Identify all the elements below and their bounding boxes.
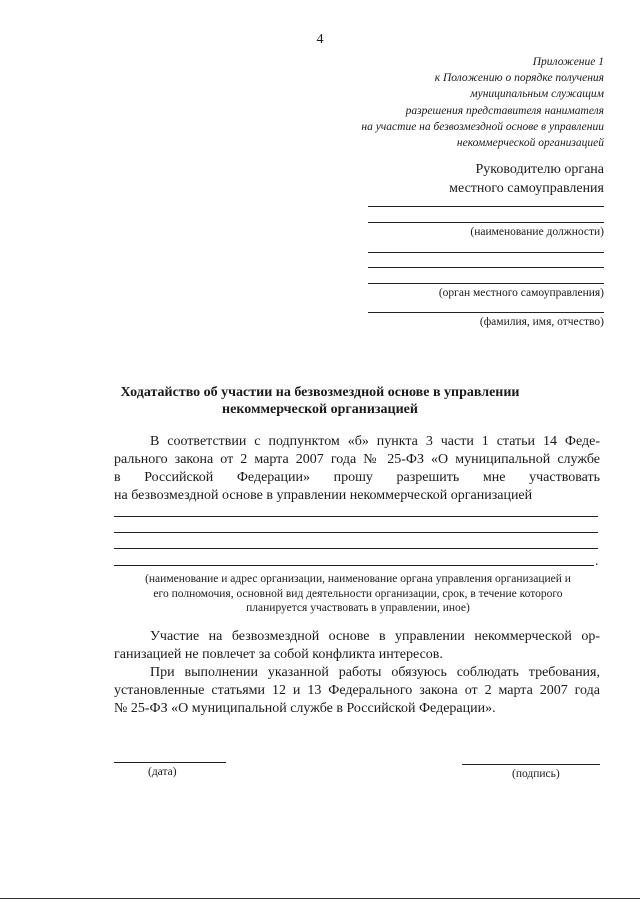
- addressee-line: местного самоуправления: [449, 181, 604, 196]
- appendix-line: муниципальным служащим: [470, 88, 604, 101]
- note-line: планируется участвовать в управлении, иное): [246, 602, 470, 615]
- addressee-line: Руководителю органа: [475, 162, 604, 177]
- request-paragraph: [114, 433, 600, 505]
- org-fill-line: [114, 516, 598, 517]
- note-line: (наименование и адрес организации, наименование органа управления организацией и: [145, 573, 571, 585]
- title-line: Ходатайство об участии на безвозмездной основе в управлении: [120, 385, 520, 400]
- org-fill-line: [114, 565, 594, 566]
- paragraph-line: установленные статьями 12 и 13 Федерального закона от 2 марта 2007 года: [114, 683, 600, 698]
- appendix-line: на участие на безвозмездной основе в управлении: [361, 120, 604, 133]
- appendix-line: Приложение 1: [532, 56, 604, 68]
- paragraph-line: на безвозмездной основе в управлении некоммерческой организацией: [114, 488, 533, 503]
- note-line: его полномочия, основной вид деятельности организации, срок, в течение которого: [153, 587, 563, 600]
- page-number: 4: [316, 32, 324, 47]
- paragraph-line: При выполнении указанной работы обязуюсь соблюдать требования,: [150, 665, 600, 680]
- name-fill-line: [368, 312, 604, 313]
- paragraph-line: Участие на безвозмездной основе в управлении некоммерческой ор-: [150, 629, 600, 644]
- org-fill-line: [114, 532, 598, 533]
- conflict-paragraph: [114, 628, 600, 664]
- paragraph-line: в Российской Федерации» прошу разрешить мне участвовать: [114, 470, 600, 485]
- appendix-line: разрешения представителя нанимателя: [405, 104, 604, 117]
- org-line-end-mark: .: [595, 554, 599, 569]
- paragraph-line: ганизацией не повлечет за собой конфликта интересов.: [114, 647, 443, 662]
- appendix-heading: [264, 54, 604, 151]
- addressee-block: [284, 160, 604, 198]
- organization-note: [112, 572, 604, 616]
- date-caption: (дата): [148, 766, 177, 778]
- date-fill-line: [114, 762, 226, 763]
- body-fill-line: [368, 283, 604, 284]
- position-fill-line: [368, 206, 604, 207]
- body-caption: (орган местного самоуправления): [438, 287, 604, 299]
- position-fill-line: [368, 222, 604, 223]
- name-caption: (фамилия, имя, отчество): [479, 316, 604, 328]
- title-line: некоммерческой организацией: [222, 402, 418, 417]
- page-bottom-rule: [0, 898, 640, 899]
- appendix-line: к Положению о порядке получения: [434, 72, 604, 85]
- position-caption: (наименование должности): [470, 226, 604, 238]
- org-fill-line: [114, 548, 598, 549]
- paragraph-line: рального закона от 2 марта 2007 года № 25-ФЗ «О муниципальной службе: [114, 452, 600, 467]
- body-fill-line: [368, 252, 604, 253]
- document-title: [90, 384, 550, 418]
- signature-caption: (подпись): [512, 768, 560, 780]
- signature-fill-line: [462, 764, 600, 765]
- appendix-line: некоммерческой организацией: [456, 137, 604, 150]
- paragraph-line: № 25-ФЗ «О муниципальной службе в Российской Федерации».: [114, 701, 496, 716]
- body-fill-line: [368, 267, 604, 268]
- paragraph-line: В соответствии с подпунктом «б» пункта 3 части 1 статьи 14 Феде-: [150, 434, 600, 449]
- obligation-paragraph: [114, 664, 600, 718]
